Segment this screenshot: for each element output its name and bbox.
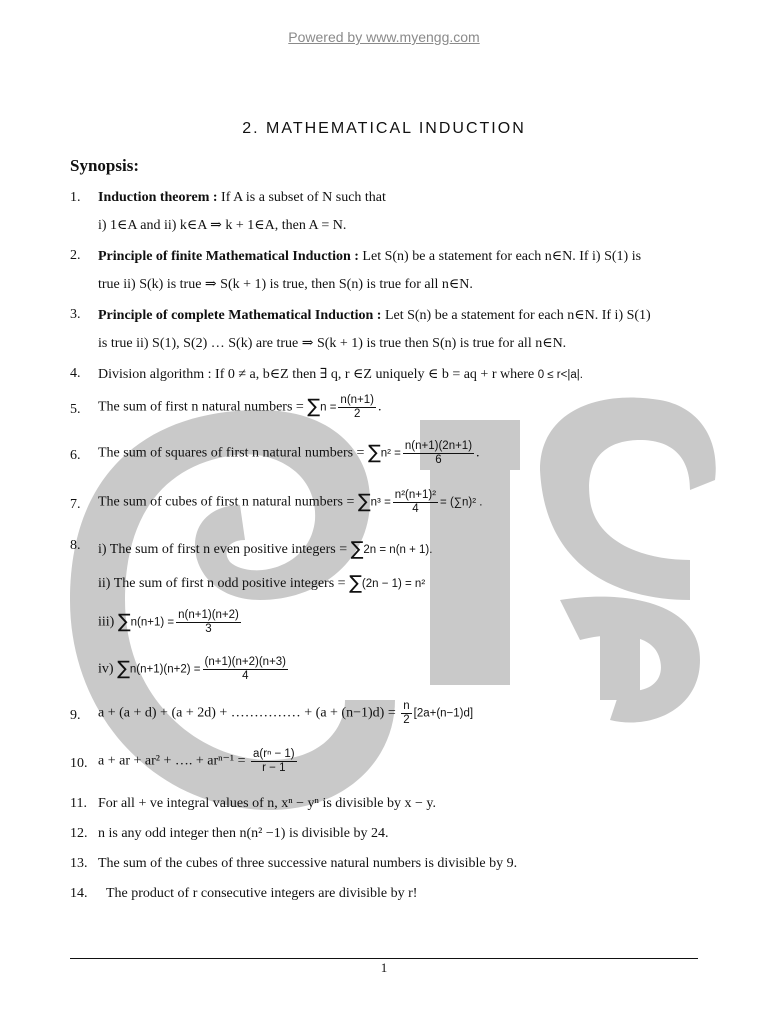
item-6-lhs: n² =	[380, 447, 401, 460]
item-9-fraction	[401, 700, 411, 727]
item-12-line: n is any odd integer then n(n² −1) is divisible by 24.	[98, 826, 389, 841]
item-13-line: The sum of the cubes of three successive natural numbers is divisible by 9.	[98, 856, 518, 871]
item-5-lhs: n =	[320, 401, 337, 414]
synopsis-heading: Synopsis:	[70, 156, 139, 175]
denominator: 4	[242, 670, 249, 682]
item-number: 14.	[70, 886, 88, 901]
item-8-ii-expr: (2n − 1) = n²	[361, 578, 426, 590]
numerator: a(rⁿ − 1)	[253, 748, 295, 760]
denominator: 2	[403, 714, 410, 726]
numerator: n(n+1)(n+2)	[178, 609, 239, 621]
sigma-symbol: ∑	[349, 572, 362, 594]
item-4-condition: 0 ≤ r<|a|.	[537, 369, 583, 381]
denominator: 4	[412, 503, 419, 515]
item-8-iii-label: iii)	[98, 614, 118, 630]
item-7-text: The sum of cubes of first n natural numbers =	[98, 494, 358, 510]
item-7-fraction	[393, 489, 438, 516]
numerator: n²(n+1)²	[394, 489, 437, 501]
item-9-rhs: [2a+(n−1)d]	[413, 707, 474, 720]
item-number: 1.	[70, 190, 81, 205]
item-9-text: a + (a + d) + (a + 2d) + …………… + (a + (n−1)d) =	[98, 705, 400, 721]
item-6-tail: .	[476, 445, 480, 461]
item-8-i	[98, 538, 432, 560]
item-3-bold: Principle of complete Mathematical Induction :	[98, 308, 382, 323]
item-number: 11.	[70, 796, 87, 811]
item-number: 2.	[70, 248, 81, 263]
item-11-line: For all + ve integral values of n, xⁿ − yⁿ is divisible by x − y.	[98, 796, 436, 811]
item-5-fraction	[338, 394, 376, 421]
item-number: 5.	[70, 402, 81, 417]
item-7-rhs: = (∑n)² .	[440, 496, 483, 509]
numerator: (n+1)(n+2)(n+3)	[204, 656, 287, 668]
sigma-symbol: ∑	[307, 395, 321, 418]
item-7-lhs: n³ =	[370, 496, 391, 509]
item-8-iv-fraction	[203, 656, 289, 683]
item-10-fraction	[251, 748, 297, 775]
item-4-text: Division algorithm : If 0 ≠ a, b∈Z then ∃ q, r ∈Z uniquely ∈ b = aq + r where	[98, 367, 538, 382]
item-5-tail: .	[377, 399, 382, 415]
item-number: 10.	[70, 756, 88, 771]
sigma-symbol: ∑	[350, 538, 364, 560]
item-10-line	[98, 748, 299, 775]
item-8-ii-text: ii) The sum of first n odd positive integers =	[98, 576, 350, 591]
item-number: 9.	[70, 708, 81, 723]
page-number: 1	[380, 960, 388, 975]
denominator: 6	[435, 454, 442, 466]
item-6-fraction	[403, 440, 474, 467]
numerator: n(n+1)(2n+1)	[404, 440, 473, 452]
item-number: 6.	[70, 448, 81, 463]
item-1-line-1	[98, 190, 386, 206]
item-4-line	[98, 366, 583, 383]
denominator: r − 1	[262, 762, 286, 774]
item-8-i-text: i) The sum of first n even positive integers =	[98, 542, 351, 557]
item-3-line-2: is true ii) S(1), S(2) … S(k) are true ⇒ S(k + 1) is true then S(n) is true for all n∈N.	[98, 336, 567, 351]
item-8-iv-label: iv)	[98, 661, 118, 677]
item-8-iv-lhs: n(n+1)(n+2) =	[129, 663, 201, 676]
item-3-line-1	[98, 307, 651, 324]
item-10-text: a + ar + ar² + …. + arⁿ⁻¹ =	[98, 753, 250, 769]
footer-divider	[70, 958, 698, 959]
item-9-line	[98, 700, 473, 727]
denominator: 2	[354, 408, 361, 420]
item-5-line	[98, 394, 381, 421]
item-number: 3.	[70, 307, 81, 322]
sigma-symbol: ∑	[357, 490, 371, 513]
item-8-iv	[98, 656, 290, 683]
item-8-iii-fraction	[176, 609, 241, 636]
item-1-text: If A is a subset of N such that	[217, 190, 386, 205]
item-2-line-2: true ii) S(k) is true ⇒ S(k + 1) is true, then S(n) is true for all n∈N.	[98, 277, 473, 292]
item-number: 13.	[70, 856, 88, 871]
denominator: 3	[205, 623, 212, 635]
numerator: n	[403, 700, 410, 712]
item-2-text: Let S(n) be a statement for each n∈N. If i) S(1) is	[358, 249, 642, 264]
page-title: 2. MATHEMATICAL INDUCTION	[242, 120, 526, 137]
item-number: 12.	[70, 826, 88, 841]
item-2-bold: Principle of finite Mathematical Induction :	[98, 249, 359, 264]
item-number: 8.	[70, 538, 81, 553]
item-number: 7.	[70, 497, 81, 512]
item-3-text: Let S(n) be a statement for each n∈N. If i) S(1)	[381, 308, 651, 323]
item-5-text: The sum of first n natural numbers =	[98, 399, 308, 415]
item-number: 4.	[70, 366, 81, 381]
item-8-ii	[98, 572, 425, 594]
item-2-line-1	[98, 248, 641, 265]
item-8-iii	[98, 609, 243, 636]
item-1-bold: Induction theorem :	[98, 190, 218, 205]
item-8-i-expr: 2n = n(n + 1).	[363, 544, 433, 556]
item-1-line-2: i) 1∈A and ii) k∈A ⇒ k + 1∈A, then A = N.	[98, 218, 347, 233]
sigma-symbol: ∑	[117, 610, 131, 633]
numerator: n(n+1)	[340, 394, 374, 406]
item-14-line: The product of r consecutive integers are divisible by r!	[106, 886, 418, 901]
powered-by-link[interactable]: Powered by www.myengg.com	[288, 29, 480, 45]
item-6-text: The sum of squares of first n natural numbers =	[98, 445, 368, 461]
sigma-symbol: ∑	[117, 657, 130, 680]
item-8-iii-lhs: n(n+1) =	[130, 616, 175, 629]
item-6-line	[98, 440, 480, 467]
item-7-line	[98, 489, 482, 516]
sigma-symbol: ∑	[367, 441, 381, 464]
